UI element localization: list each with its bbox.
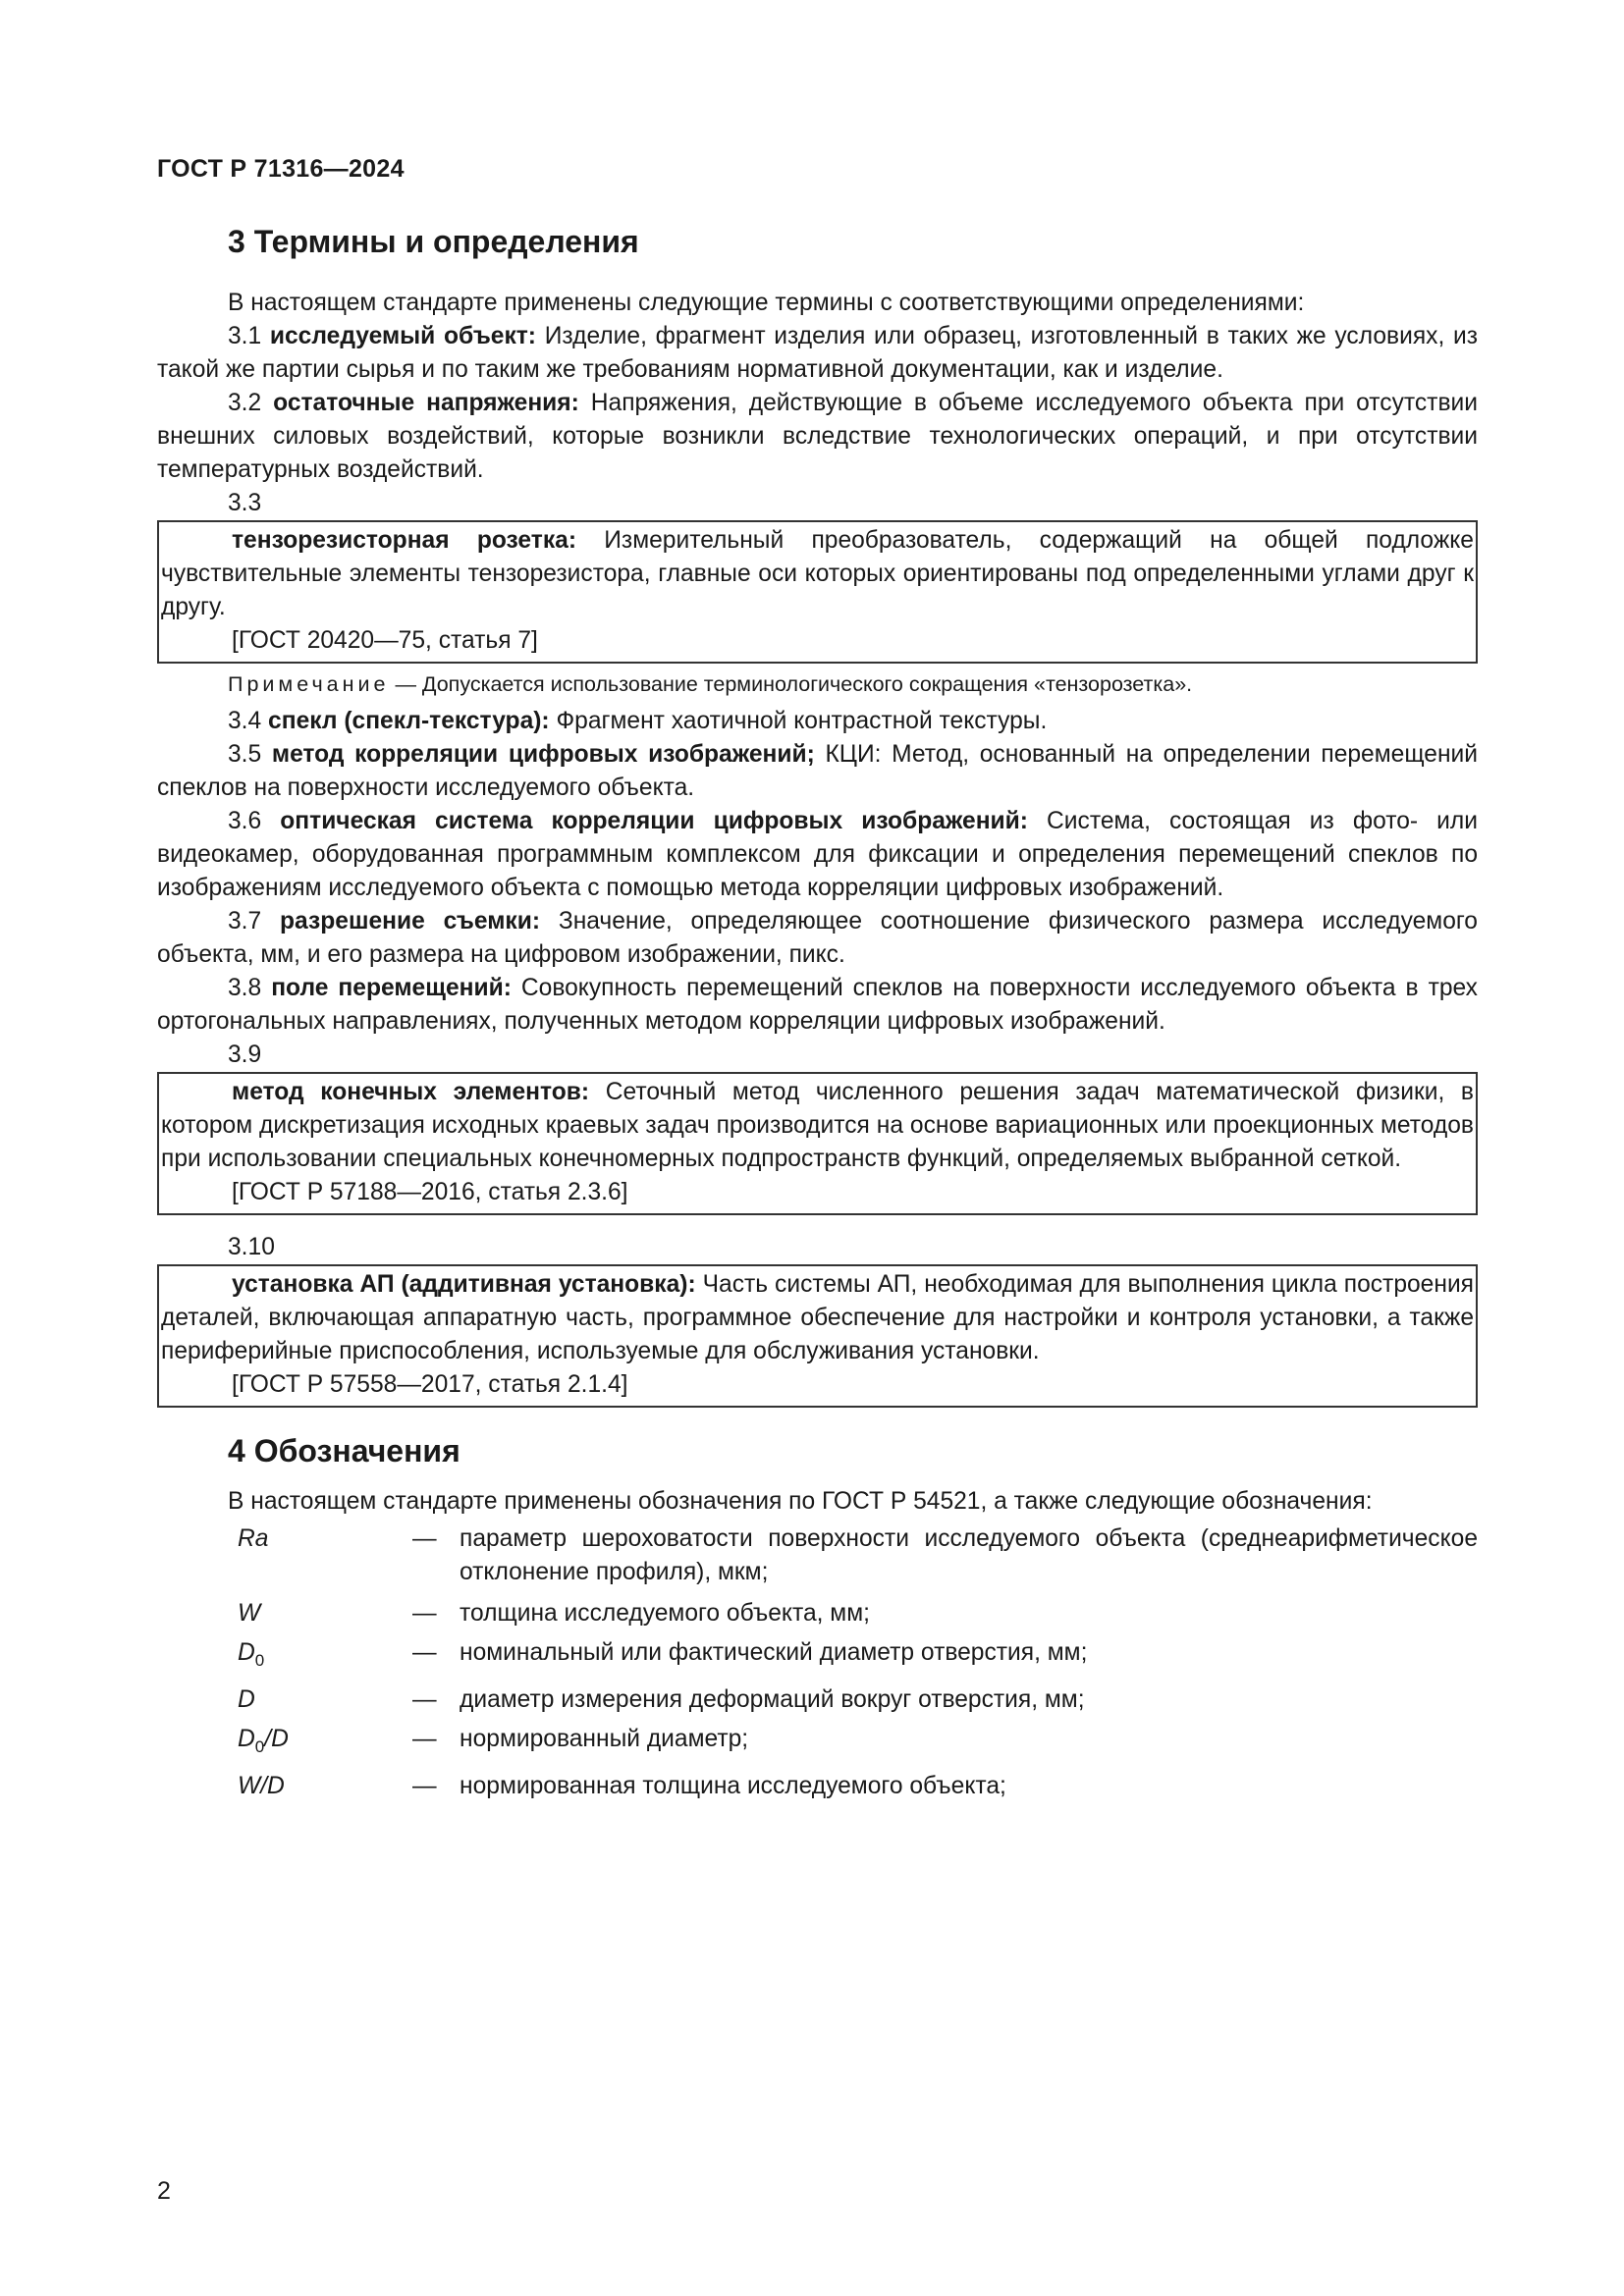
symbol-suffix: /D xyxy=(264,1726,289,1752)
term-definition: Часть системы АП, необходимая для выполнения цикла построения деталей, включающая аппаратную часть, программное обеспечение для настройки и контроля установки, а также периферийные приспособления, используемые для обслуживания установки. xyxy=(161,1271,1474,1364)
section-3-title: 3 Термины и определения xyxy=(228,224,639,259)
term-definition: Значение, определяющее соотношение физического размера исследуемого объекта, мм, и его размера на цифровом изображении, пикс. xyxy=(157,908,1478,968)
symbol-definition: толщина исследуемого объекта, мм; xyxy=(460,1600,870,1627)
section-4-intro: В настоящем стандарте применены обозначения по ГОСТ Р 54521, а также следующие обозначения: xyxy=(228,1488,1373,1515)
term-definition: Фрагмент хаотичной контрастной текстуры. xyxy=(556,708,1048,734)
symbol-row xyxy=(157,1770,1478,1803)
term-3-9-number: 3.9 xyxy=(228,1041,262,1068)
symbol-subscript: 0 xyxy=(254,1737,265,1756)
section-4-title: 4 Обозначения xyxy=(228,1433,460,1468)
term-3-7 xyxy=(157,905,1478,972)
term-name: поле перемещений: xyxy=(271,975,512,1001)
term-name: исследуемый объект: xyxy=(269,323,536,349)
symbol-definition: диаметр измерения деформаций вокруг отверстия, мм; xyxy=(460,1686,1085,1713)
term-number: 3.7 xyxy=(228,908,262,934)
symbol-row xyxy=(157,1522,1478,1589)
term-reference: [ГОСТ Р 57558—2017, статья 2.1.4] xyxy=(232,1371,628,1398)
symbol-dash: — xyxy=(412,1600,437,1627)
term-name: оптическая система корреляции цифровых изображений: xyxy=(280,808,1028,834)
term-3-8 xyxy=(157,972,1478,1039)
symbol: W xyxy=(238,1600,261,1627)
symbol-dash: — xyxy=(412,1773,437,1799)
term-name: метод конечных элементов: xyxy=(232,1079,590,1105)
term-name: спекл (спекл-текстура): xyxy=(268,708,550,734)
note xyxy=(157,669,1478,699)
term-number: 3.4 xyxy=(228,708,262,734)
term-3-6 xyxy=(157,805,1478,905)
term-definition: Изделие, фрагмент изделия или образец, изготовленный в таких же условиях, из такой же партии сырья и по таким же требованиям нормативной документации, как и изделие. xyxy=(157,323,1478,383)
term-definition: Измерительный преобразователь, содержащий на общей подложке чувствительные элементы тензорезистора, главные оси которых ориентированы под определенными углами друг к другу. xyxy=(161,527,1474,620)
term-3-1 xyxy=(157,320,1478,387)
term-reference: [ГОСТ Р 57188—2016, статья 2.3.6] xyxy=(232,1179,628,1205)
symbol-row xyxy=(157,1683,1478,1717)
symbol-definition: нормированный диаметр; xyxy=(460,1726,749,1752)
term-definition: КЦИ: Метод, основанный на определении перемещений спеклов на поверхности исследуемого объекта. xyxy=(157,741,1479,801)
term-definition: Сеточный метод численного решения задач математической физики, в котором дискретизация исходных краевых задач производится на основе вариационных или проекционных методов при использовании специальных конечномерных подпространств функций, определяемых выбранной сеткой. xyxy=(161,1079,1474,1172)
symbol xyxy=(157,1723,412,1764)
term-3-10-number: 3.10 xyxy=(228,1234,275,1260)
section-3-body xyxy=(157,287,1478,1803)
symbol-row xyxy=(157,1636,1478,1678)
symbol-definition: параметр шероховатости поверхности исследуемого объекта (среднеарифметическое отклонение профиля), мкм; xyxy=(460,1525,1478,1585)
term-name: метод корреляции цифровых изображений; xyxy=(271,741,815,768)
section-3-intro: В настоящем стандарте применены следующие термины с соответствующими определениями: xyxy=(228,290,1305,316)
term-3-4 xyxy=(157,705,1478,738)
term-3-10-box xyxy=(157,1264,1478,1408)
term-3-9 xyxy=(161,1076,1474,1176)
term-number: 3.2 xyxy=(228,390,262,416)
term-definition: Напряжения, действующие в объеме исследуемого объекта при отсутствии внешних силовых воздействий, которые возникли вследствие технологических операций, и при отсутствии температурных воздействий. xyxy=(157,390,1478,483)
term-3-3-number: 3.3 xyxy=(228,490,262,516)
symbol-row xyxy=(157,1597,1478,1630)
term-definition: Совокупность перемещений спеклов на поверхности исследуемого объекта в трех ортогональных направлениях, полученных методом корреляции цифровых изображений. xyxy=(157,975,1478,1035)
term-definition: Система, состоящая из фото- или видеокамер, оборудованная программным комплексом для фиксации и определения перемещений спеклов по изображениям исследуемого объекта с помощью метода корреляции цифровых изображений. xyxy=(157,808,1478,901)
symbol-dash: — xyxy=(412,1686,437,1713)
term-name: установка АП (аддитивная установка): xyxy=(232,1271,696,1298)
term-3-3-box xyxy=(157,520,1478,664)
term-number: 3.8 xyxy=(228,975,262,1001)
symbol-dash: — xyxy=(412,1525,437,1552)
term-3-10 xyxy=(161,1268,1474,1368)
symbol-dash: — xyxy=(412,1639,437,1666)
symbols-list xyxy=(157,1522,1478,1803)
term-3-5 xyxy=(157,738,1478,805)
term-number: 3.6 xyxy=(228,808,262,834)
symbol: W/D xyxy=(238,1773,285,1799)
term-reference: [ГОСТ 20420—75, статья 7] xyxy=(232,627,538,654)
symbol-definition: номинальный или фактический диаметр отверстия, мм; xyxy=(460,1639,1088,1666)
document-code: ГОСТ Р 71316—2024 xyxy=(157,155,405,183)
term-3-9-box xyxy=(157,1072,1478,1215)
symbol-dash: — xyxy=(412,1726,437,1752)
page-number: 2 xyxy=(157,2177,171,2205)
term-name: тензорезисторная розетка: xyxy=(232,527,577,554)
note-label: Примечание xyxy=(228,672,390,696)
term-number: 3.1 xyxy=(228,323,262,349)
term-3-2 xyxy=(157,387,1478,487)
symbol-row xyxy=(157,1723,1478,1764)
term-3-3 xyxy=(161,524,1474,624)
symbol: D xyxy=(238,1686,255,1713)
symbol-definition: нормированная толщина исследуемого объекта; xyxy=(460,1773,1006,1799)
section-3 xyxy=(157,224,1478,260)
symbol: Ra xyxy=(238,1525,269,1552)
term-number: 3.5 xyxy=(228,741,262,768)
symbol-main: D xyxy=(238,1726,255,1752)
term-name: остаточные напряжения: xyxy=(273,390,579,416)
note-text: — Допускается использование терминологического сокращения «тензорозетка». xyxy=(395,672,1193,696)
symbol-main: D xyxy=(238,1639,255,1666)
symbol-subscript: 0 xyxy=(254,1651,265,1670)
symbol xyxy=(157,1636,412,1678)
term-name: разрешение съемки: xyxy=(280,908,541,934)
